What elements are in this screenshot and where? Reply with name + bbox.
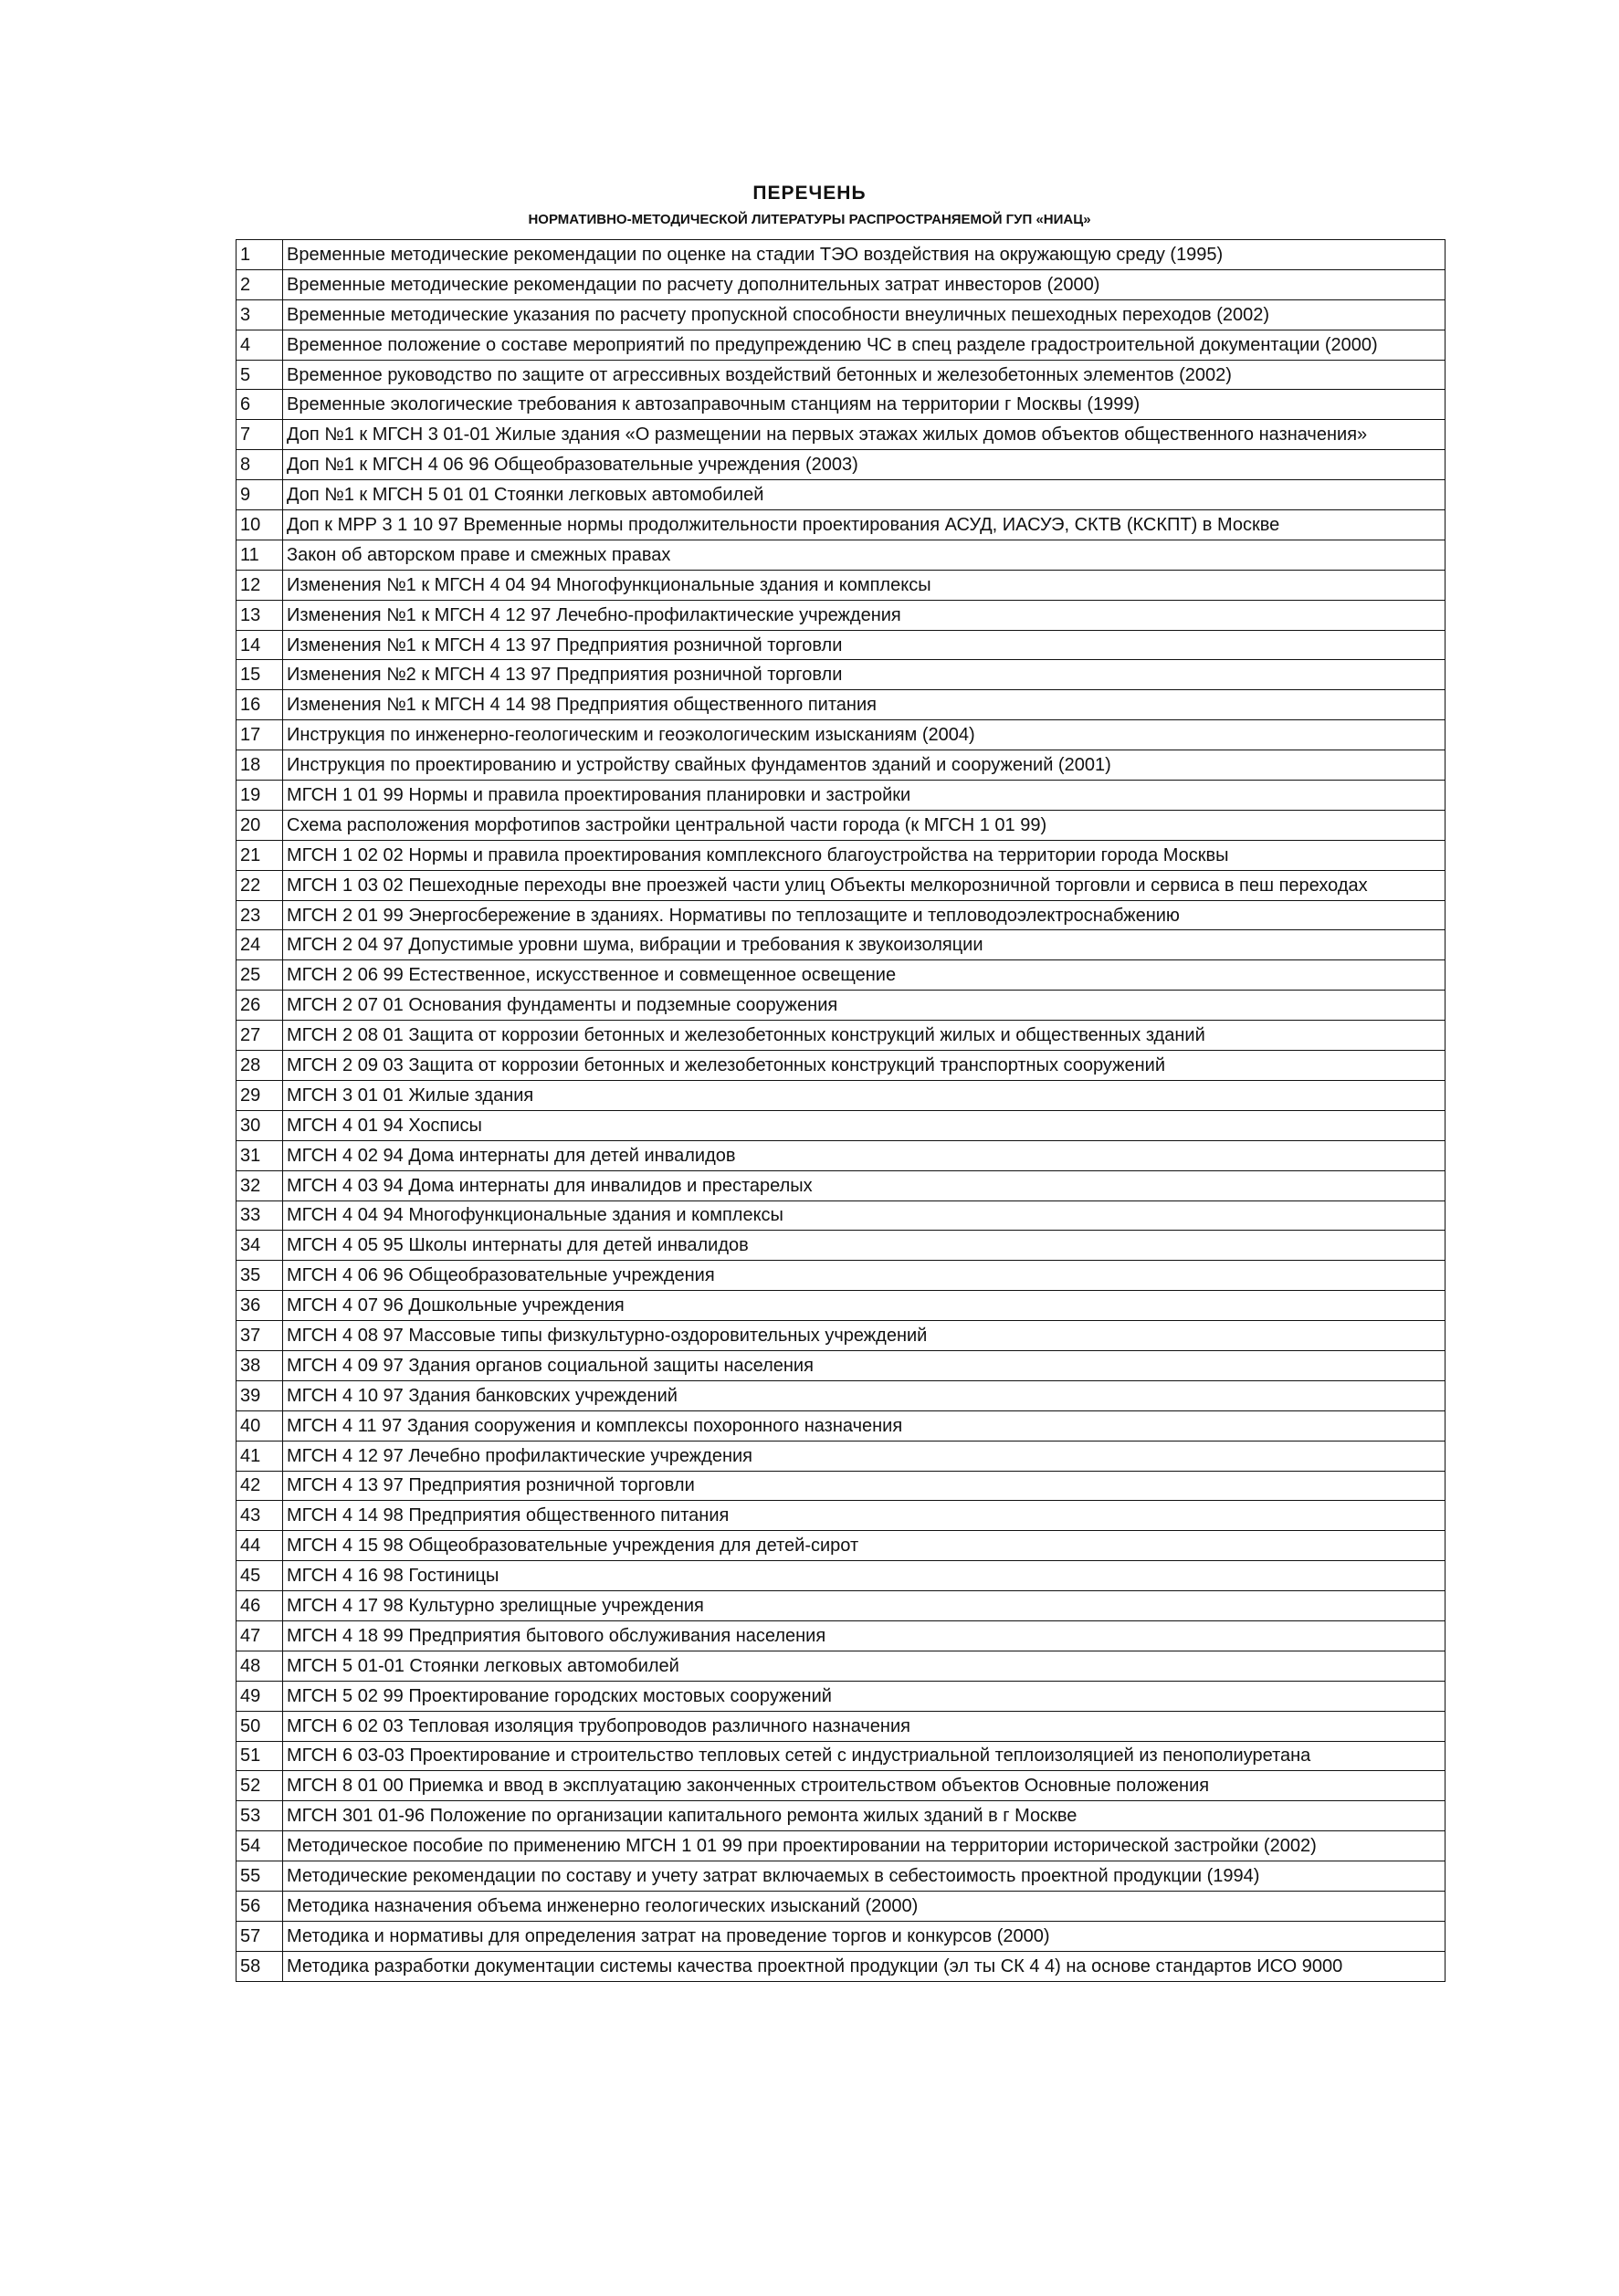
row-title: МГСН 4 05 95 Школы интернаты для детей инвалидов (283, 1231, 1446, 1261)
row-title: Доп к МРР 3 1 10 97 Временные нормы продолжительности проектирования АСУД, ИАСУЭ, СКТВ (КСКПТ) в Москве (283, 510, 1446, 540)
row-number: 1 (237, 240, 283, 270)
row-number: 49 (237, 1681, 283, 1711)
row-title: МГСН 2 08 01 Защита от коррозии бетонных и железобетонных конструкций жилых и общественных зданий (283, 1021, 1446, 1051)
table-row (237, 600, 1446, 630)
table-row (237, 991, 1446, 1021)
row-title: МГСН 5 01-01 Стоянки легковых автомобилей (283, 1651, 1446, 1681)
document-subtitle: НОРМАТИВНО-МЕТОДИЧЕСКОЙ ЛИТЕРАТУРЫ РАСПРОСТРАНЯЕМОЙ ГУП «НИАЦ» (528, 212, 1091, 227)
row-number: 17 (237, 720, 283, 750)
table-row (237, 299, 1446, 330)
table-row (237, 810, 1446, 840)
table-row (237, 240, 1446, 270)
table-row (237, 510, 1446, 540)
row-title: Доп №1 к МГСН 3 01-01 Жилые здания «О размещении на первых этажах жилых домов объектов общественного назначения» (283, 420, 1446, 450)
row-number: 22 (237, 870, 283, 900)
row-number: 55 (237, 1861, 283, 1892)
row-number: 46 (237, 1591, 283, 1621)
table-row (237, 750, 1446, 781)
table-row (237, 1861, 1446, 1892)
table-row (237, 1380, 1446, 1410)
table-row (237, 930, 1446, 960)
row-number: 52 (237, 1771, 283, 1801)
row-title: МГСН 5 02 99 Проектирование городских мостовых сооружений (283, 1681, 1446, 1711)
row-title: Изменения №1 к МГСН 4 13 97 Предприятия розничной торговли (283, 630, 1446, 660)
table-row (237, 781, 1446, 811)
row-number: 47 (237, 1620, 283, 1651)
table-row (237, 420, 1446, 450)
row-title: Методическое пособие по применению МГСН 1 01 99 при проектировании на территории исторической застройки (2002) (283, 1831, 1446, 1861)
row-number: 3 (237, 299, 283, 330)
row-number: 11 (237, 540, 283, 570)
row-number: 40 (237, 1410, 283, 1441)
row-title: Методика и нормативы для определения затрат на проведение торгов и конкурсов (2000) (283, 1921, 1446, 1951)
row-number: 16 (237, 690, 283, 720)
row-title: МГСН 4 09 97 Здания органов социальной защиты населения (283, 1350, 1446, 1380)
table-row (237, 1891, 1446, 1921)
row-number: 54 (237, 1831, 283, 1861)
row-title: Изменения №2 к МГСН 4 13 97 Предприятия розничной торговли (283, 660, 1446, 690)
row-number: 5 (237, 360, 283, 390)
table-row (237, 690, 1446, 720)
row-number: 21 (237, 840, 283, 870)
row-title: МГСН 2 04 97 Допустимые уровни шума, вибрации и требования к звукоизоляции (283, 930, 1446, 960)
row-title: Временные экологические требования к автозаправочным станциям на территории г Москвы (1999) (283, 390, 1446, 420)
row-title: МГСН 4 01 94 Хосписы (283, 1110, 1446, 1140)
row-title: МГСН 8 01 00 Приемка и ввод в эксплуатацию законченных строительством объектов Основные положения (283, 1771, 1446, 1801)
table-row (237, 660, 1446, 690)
row-number: 30 (237, 1110, 283, 1140)
table-row (237, 1441, 1446, 1471)
table-row (237, 1110, 1446, 1140)
row-title: МГСН 4 07 96 Дошкольные учреждения (283, 1291, 1446, 1321)
row-number: 31 (237, 1140, 283, 1170)
row-title: МГСН 2 01 99 Энергосбережение в зданиях. Нормативы по теплозащите и тепловодоэлектроснабжению (283, 900, 1446, 930)
row-number: 8 (237, 450, 283, 480)
row-title: МГСН 4 02 94 Дома интернаты для детей инвалидов (283, 1140, 1446, 1170)
row-number: 15 (237, 660, 283, 690)
row-number: 33 (237, 1200, 283, 1231)
table-row (237, 1711, 1446, 1741)
row-title: МГСН 4 10 97 Здания банковских учреждений (283, 1380, 1446, 1410)
row-title: Доп №1 к МГСН 4 06 96 Общеобразовательные учреждения (2003) (283, 450, 1446, 480)
row-title: МГСН 6 02 03 Тепловая изоляция трубопроводов различного назначения (283, 1711, 1446, 1741)
row-title: Методика назначения объема инженерно геологических изысканий (2000) (283, 1891, 1446, 1921)
table-row (237, 450, 1446, 480)
table-row (237, 540, 1446, 570)
row-title: МГСН 2 07 01 Основания фундаменты и подземные сооружения (283, 991, 1446, 1021)
row-title: МГСН 4 14 98 Предприятия общественного питания (283, 1501, 1446, 1531)
table-row (237, 330, 1446, 360)
table-row (237, 1741, 1446, 1771)
table-row (237, 360, 1446, 390)
row-number: 38 (237, 1350, 283, 1380)
row-number: 14 (237, 630, 283, 660)
table-row (237, 269, 1446, 299)
row-title: Методические рекомендации по составу и учету затрат включаемых в себестоимость проектной продукции (1994) (283, 1861, 1446, 1892)
row-number: 23 (237, 900, 283, 930)
row-number: 45 (237, 1561, 283, 1591)
table-row (237, 1200, 1446, 1231)
row-title: Изменения №1 к МГСН 4 04 94 Многофункциональные здания и комплексы (283, 570, 1446, 600)
row-title: Временные методические указания по расчету пропускной способности внеуличных пешеходных переходов (2002) (283, 299, 1446, 330)
row-number: 7 (237, 420, 283, 450)
row-title: Временные методические рекомендации по расчету дополнительных затрат инвесторов (2000) (283, 269, 1446, 299)
row-number: 57 (237, 1921, 283, 1951)
row-number: 6 (237, 390, 283, 420)
row-number: 35 (237, 1261, 283, 1291)
row-number: 56 (237, 1891, 283, 1921)
table-row (237, 720, 1446, 750)
row-number: 28 (237, 1051, 283, 1081)
row-title: МГСН 4 16 98 Гостиницы (283, 1561, 1446, 1591)
row-number: 4 (237, 330, 283, 360)
row-number: 32 (237, 1170, 283, 1200)
table-row (237, 1321, 1446, 1351)
table-row (237, 1651, 1446, 1681)
table-row (237, 1021, 1446, 1051)
row-number: 42 (237, 1471, 283, 1501)
row-title: МГСН 4 17 98 Культурно зрелищные учреждения (283, 1591, 1446, 1621)
row-number: 50 (237, 1711, 283, 1741)
row-title: Изменения №1 к МГСН 4 14 98 Предприятия общественного питания (283, 690, 1446, 720)
table-row (237, 1140, 1446, 1170)
table-row (237, 900, 1446, 930)
row-number: 19 (237, 781, 283, 811)
row-title: Схема расположения морфотипов застройки центральной части города (к МГСН 1 01 99) (283, 810, 1446, 840)
row-number: 25 (237, 960, 283, 991)
table-row (237, 1291, 1446, 1321)
row-number: 9 (237, 480, 283, 510)
row-number: 26 (237, 991, 283, 1021)
table-row (237, 630, 1446, 660)
row-title: МГСН 4 18 99 Предприятия бытового обслуживания населения (283, 1620, 1446, 1651)
table-row (237, 1080, 1446, 1110)
literature-table-body (237, 240, 1446, 1982)
document-title: ПЕРЕЧЕНЬ (752, 183, 867, 204)
table-row (237, 1261, 1446, 1291)
row-title: Инструкция по инженерно-геологическим и геоэкологическим изысканиям (2004) (283, 720, 1446, 750)
row-number: 24 (237, 930, 283, 960)
row-title: Изменения №1 к МГСН 4 12 97 Лечебно-профилактические учреждения (283, 600, 1446, 630)
literature-table (236, 239, 1446, 1982)
table-row (237, 1921, 1446, 1951)
table-row (237, 480, 1446, 510)
table-row (237, 1350, 1446, 1380)
table-row (237, 1591, 1446, 1621)
row-number: 27 (237, 1021, 283, 1051)
table-row (237, 1471, 1446, 1501)
row-number: 43 (237, 1501, 283, 1531)
row-title: Временное руководство по защите от агрессивных воздействий бетонных и железобетонных элементов (2002) (283, 360, 1446, 390)
row-title: МГСН 2 06 99 Естественное, искусственное и совмещенное освещение (283, 960, 1446, 991)
table-row (237, 1831, 1446, 1861)
table-row (237, 1410, 1446, 1441)
table-row (237, 1951, 1446, 1981)
table-row (237, 1771, 1446, 1801)
row-number: 2 (237, 269, 283, 299)
row-title: Инструкция по проектированию и устройству свайных фундаментов зданий и сооружений (2001) (283, 750, 1446, 781)
row-title: МГСН 4 12 97 Лечебно профилактические учреждения (283, 1441, 1446, 1471)
table-row (237, 1561, 1446, 1591)
table-row (237, 1170, 1446, 1200)
row-title: МГСН 1 01 99 Нормы и правила проектирования планировки и застройки (283, 781, 1446, 811)
row-number: 10 (237, 510, 283, 540)
row-title: МГСН 301 01-96 Положение по организации капитального ремонта жилых зданий в г Москве (283, 1801, 1446, 1831)
table-row (237, 1051, 1446, 1081)
row-number: 51 (237, 1741, 283, 1771)
row-number: 48 (237, 1651, 283, 1681)
row-title: МГСН 4 08 97 Массовые типы физкультурно-оздоровительных учреждений (283, 1321, 1446, 1351)
row-number: 29 (237, 1080, 283, 1110)
row-title: МГСН 3 01 01 Жилые здания (283, 1080, 1446, 1110)
row-title: МГСН 4 15 98 Общеобразовательные учреждения для детей-сирот (283, 1531, 1446, 1561)
table-row (237, 390, 1446, 420)
table-row (237, 870, 1446, 900)
row-title: Временные методические рекомендации по оценке на стадии ТЭО воздействия на окружающую среду (1995) (283, 240, 1446, 270)
table-row (237, 1801, 1446, 1831)
row-number: 44 (237, 1531, 283, 1561)
table-row (237, 960, 1446, 991)
row-title: МГСН 4 03 94 Дома интернаты для инвалидов и престарелых (283, 1170, 1446, 1200)
row-title: Методика разработки документации системы качества проектной продукции (эл ты СК 4 4) на основе стандартов ИСО 9000 (283, 1951, 1446, 1981)
row-title: МГСН 4 04 94 Многофункциональные здания и комплексы (283, 1200, 1446, 1231)
row-number: 18 (237, 750, 283, 781)
row-title: Доп №1 к МГСН 5 01 01 Стоянки легковых автомобилей (283, 480, 1446, 510)
row-number: 36 (237, 1291, 283, 1321)
row-title: МГСН 4 11 97 Здания сооружения и комплексы похоронного назначения (283, 1410, 1446, 1441)
row-number: 34 (237, 1231, 283, 1261)
table-row (237, 840, 1446, 870)
table-row (237, 1681, 1446, 1711)
table-row (237, 1620, 1446, 1651)
row-title: МГСН 2 09 03 Защита от коррозии бетонных и железобетонных конструкций транспортных сооружений (283, 1051, 1446, 1081)
row-number: 39 (237, 1380, 283, 1410)
row-number: 53 (237, 1801, 283, 1831)
table-row (237, 1501, 1446, 1531)
table-row (237, 570, 1446, 600)
row-title: МГСН 4 13 97 Предприятия розничной торговли (283, 1471, 1446, 1501)
row-title: МГСН 1 02 02 Нормы и правила проектирования комплексного благоустройства на территории города Москвы (283, 840, 1446, 870)
table-row (237, 1531, 1446, 1561)
row-number: 20 (237, 810, 283, 840)
row-title: МГСН 4 06 96 Общеобразовательные учреждения (283, 1261, 1446, 1291)
row-title: Временное положение о составе мероприятий по предупреждению ЧС в спец разделе градостроительной документации (2000) (283, 330, 1446, 360)
row-number: 58 (237, 1951, 283, 1981)
row-title: МГСН 1 03 02 Пешеходные переходы вне проезжей части улиц Объекты мелкорозничной торговли и сервиса в пеш переходах (283, 870, 1446, 900)
table-row (237, 1231, 1446, 1261)
row-number: 13 (237, 600, 283, 630)
row-number: 41 (237, 1441, 283, 1471)
row-number: 37 (237, 1321, 283, 1351)
row-title: МГСН 6 03-03 Проектирование и строительство тепловых сетей с индустриальной теплоизоляцией из пенополиуретана (283, 1741, 1446, 1771)
row-number: 12 (237, 570, 283, 600)
row-title: Закон об авторском праве и смежных правах (283, 540, 1446, 570)
